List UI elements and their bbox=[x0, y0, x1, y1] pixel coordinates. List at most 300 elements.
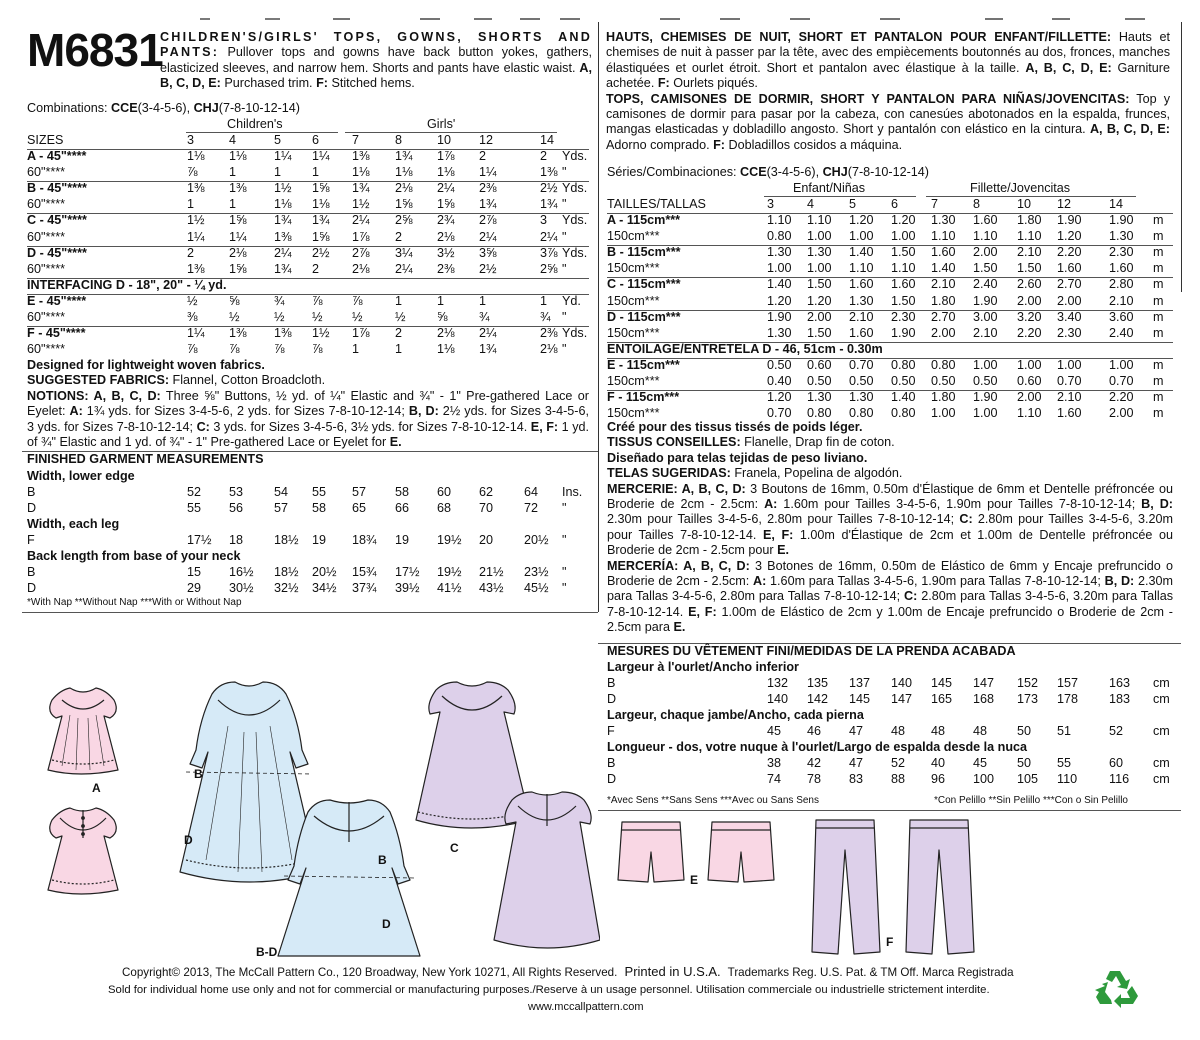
telas-label: TELAS SUGERIDAS: bbox=[607, 466, 731, 481]
table-cell: 1⅜ bbox=[274, 229, 292, 244]
table-cell: 1⅜ bbox=[274, 326, 292, 341]
table-cell: 1.40 bbox=[767, 277, 792, 292]
measurement-cell: 137 bbox=[849, 676, 871, 690]
table-cell: 1.40 bbox=[849, 245, 874, 260]
table-row bbox=[27, 278, 589, 294]
row-label: 60"**** bbox=[27, 261, 66, 276]
notions-view-a: A: bbox=[69, 404, 83, 419]
table-cell: 0.50 bbox=[807, 374, 832, 388]
measurement-cell: 62 bbox=[479, 485, 494, 499]
table-cell: 2⅛ bbox=[540, 342, 558, 357]
table-cell: 1.30 bbox=[931, 213, 956, 227]
table-cell: 0.80 bbox=[891, 406, 916, 421]
table-row bbox=[607, 294, 1173, 310]
measurement-cell: 45½ bbox=[524, 581, 549, 595]
merceria-label: MERCERÍA: A, B, C, D: bbox=[607, 558, 750, 573]
mercerie-view-c: C: bbox=[959, 512, 973, 527]
series-label: Séries/Combinaciones: bbox=[607, 165, 740, 179]
table-cell: 3.60 bbox=[1109, 309, 1134, 324]
view-e-back-illustration bbox=[708, 822, 774, 882]
combinations-label: Combinations: bbox=[27, 101, 111, 115]
measurement-cell: 105 bbox=[1017, 772, 1039, 786]
table-row bbox=[607, 406, 1173, 422]
unit-cell: " bbox=[562, 165, 567, 180]
merceria-view-a: A: bbox=[753, 574, 767, 589]
size-header-cell: 10 bbox=[437, 133, 452, 147]
copyright-line bbox=[122, 964, 1014, 979]
tissus-label: TISSUS CONSEILLES: bbox=[607, 435, 741, 450]
table-cell: 2.30 bbox=[1109, 245, 1134, 260]
table-cell: 1⅛ bbox=[229, 149, 247, 163]
row-label: A - 45"**** bbox=[27, 149, 87, 163]
size-header-cell: 3 bbox=[767, 197, 775, 211]
measurement-cell: 66 bbox=[395, 501, 410, 515]
mercerie-view-e: E. bbox=[777, 543, 789, 558]
table-cell: 1.30 bbox=[849, 293, 874, 308]
table-cell: 2.60 bbox=[1017, 277, 1042, 292]
measurement-row bbox=[27, 565, 589, 581]
measurement-cell: 145 bbox=[849, 692, 871, 706]
table-cell: 2.30 bbox=[1057, 325, 1082, 340]
table-cell: 1⅜ bbox=[352, 149, 370, 163]
table-cell: 1⅞ bbox=[437, 149, 455, 163]
notions-label: NOTIONS: A, B, C, D: bbox=[27, 388, 161, 403]
table-cell: 2¼ bbox=[352, 213, 370, 228]
table-cell: 0.50 bbox=[767, 357, 792, 372]
unit-cell: m bbox=[1153, 374, 1164, 388]
left-bottom-rule bbox=[22, 612, 598, 613]
measurement-row bbox=[27, 501, 589, 517]
measurement-cell: 42 bbox=[807, 756, 822, 770]
measurement-cell: 157 bbox=[1057, 676, 1079, 690]
label-view-bd: B-D bbox=[256, 945, 278, 959]
row-label: 150cm*** bbox=[607, 261, 660, 276]
size-header-cell: 7 bbox=[352, 133, 360, 147]
suggested-fabrics bbox=[27, 373, 589, 388]
measurement-cell: 15¾ bbox=[352, 565, 377, 579]
table-cell: 1.00 bbox=[931, 406, 956, 421]
row-label: 150cm*** bbox=[607, 229, 660, 244]
view-a-back-illustration bbox=[48, 808, 118, 894]
unit-cell: " bbox=[562, 229, 567, 244]
table-cell: 1 bbox=[312, 165, 320, 180]
row-label: D bbox=[607, 772, 617, 786]
table-cell: ⅝ bbox=[437, 310, 448, 324]
measurement-cell: 70 bbox=[479, 501, 494, 515]
table-cell: 1.60 bbox=[973, 213, 998, 227]
table-cell: 1.60 bbox=[1057, 261, 1082, 276]
row-label: INTERFACING D - 18", 20" - ¼ yd. bbox=[27, 277, 227, 292]
measurement-row bbox=[607, 724, 1173, 740]
measurement-row bbox=[607, 692, 1173, 708]
table-cell: 2⅜ bbox=[437, 261, 455, 276]
merceria-view-ef: E, F: bbox=[688, 604, 717, 619]
table-cell: 1⅞ bbox=[352, 229, 370, 244]
trademarks-text: Trademarks Reg. U.S. Pat. & TM Off. Marca Registrada bbox=[727, 966, 1014, 979]
table-row bbox=[27, 165, 589, 181]
table-row bbox=[27, 181, 589, 197]
row-label: C - 115cm*** bbox=[607, 277, 681, 292]
table-cell: 1 bbox=[395, 342, 403, 357]
view-f-label-spanish: F: bbox=[713, 137, 725, 152]
sizes-header-row bbox=[607, 197, 1173, 213]
table-cell: 1⅝ bbox=[229, 213, 247, 228]
garment-illustrations-tops-gowns bbox=[0, 660, 600, 960]
garment-illustrations-shorts-pants bbox=[600, 810, 980, 960]
combinations-line bbox=[27, 101, 300, 116]
printed-in-usa: Printed in U.S.A. bbox=[624, 964, 721, 979]
row-label: 150cm*** bbox=[607, 293, 660, 308]
mercerie-label: MERCERIE: A, B, C, D: bbox=[607, 481, 746, 496]
table-cell: ½ bbox=[187, 293, 198, 308]
view-e-front-illustration bbox=[618, 822, 684, 882]
table-cell: 2 bbox=[479, 149, 487, 163]
table-cell: 2½ bbox=[312, 245, 330, 260]
table-cell: 1.00 bbox=[1109, 357, 1134, 372]
unit-cell: m bbox=[1153, 406, 1164, 421]
notions-text-4: 3 yds. for Sizes 3-4-5-6, 3½ yds. for Sizes 7-8-10-12-14. bbox=[209, 419, 531, 434]
table-cell: 1⅝ bbox=[312, 181, 330, 196]
combination-chj-sizes: (7-8-10-12-14) bbox=[218, 101, 300, 115]
table-cell: 1⅛ bbox=[395, 165, 413, 180]
table-cell: 1.00 bbox=[1057, 357, 1082, 372]
table-cell: 1 bbox=[437, 293, 445, 308]
table-cell: 3.00 bbox=[973, 309, 998, 324]
unit-cell: cm bbox=[1153, 676, 1170, 690]
table-cell: ½ bbox=[229, 310, 240, 324]
website-link[interactable]: www.mccallpattern.com bbox=[528, 1001, 644, 1013]
section-title: Largeur à l'ourlet/Ancho inferior bbox=[607, 660, 799, 674]
merceria-view-c: C: bbox=[904, 589, 918, 604]
table-cell: 2⅜ bbox=[540, 326, 558, 341]
table-cell: 2⅛ bbox=[437, 229, 455, 244]
size-header-cell: 12 bbox=[479, 133, 494, 147]
unit-cell: m bbox=[1153, 309, 1164, 324]
table-cell: ¾ bbox=[540, 310, 551, 324]
merceria-text-2: 1.60m para Tallas 3-4-5-6, 1.90m para Tallas 7-8-10-12-14; bbox=[766, 574, 1105, 589]
measurement-row bbox=[607, 756, 1173, 772]
table-cell: 1.20 bbox=[1057, 229, 1082, 244]
series-cce-sizes: (3-4-5-6), bbox=[766, 165, 823, 179]
table-cell: 1.10 bbox=[1017, 229, 1042, 244]
table-cell: 2.00 bbox=[1017, 293, 1042, 308]
copyright-text: Copyright© 2013, The McCall Pattern Co., 120 Broadway, New York 10271, All Rights Reserved. bbox=[122, 966, 618, 979]
row-label: 150cm*** bbox=[607, 406, 660, 421]
table-cell: 1½ bbox=[187, 213, 205, 228]
description-text: Pullover tops and gowns have back button yokes, gathers, elasticized sleeves, and narrow hem. Shorts and pants have elastic waist. bbox=[160, 45, 592, 75]
table-cell: 0.80 bbox=[807, 406, 832, 421]
measurement-cell: 55 bbox=[312, 485, 327, 499]
unit-cell: cm bbox=[1153, 724, 1170, 738]
measurement-cell: 19 bbox=[395, 533, 410, 547]
table-cell: 2.80 bbox=[1109, 277, 1134, 292]
measurement-row bbox=[607, 772, 1173, 788]
merceria-text-4: 2.80m para Tallas 3-4-5-6, 3.20m para Tallas 7-8-10-12-14. bbox=[607, 589, 1173, 619]
unit-cell: m bbox=[1153, 277, 1164, 292]
notes-french-spanish bbox=[607, 420, 1173, 636]
mercerie bbox=[607, 482, 1173, 559]
table-cell: 1.50 bbox=[807, 325, 832, 340]
table-cell: 0.50 bbox=[973, 374, 998, 388]
label-view-f: F bbox=[886, 935, 894, 949]
size-header-cell: 8 bbox=[395, 133, 403, 147]
table-cell: 1⅜ bbox=[229, 326, 247, 341]
table-cell: 0.50 bbox=[849, 374, 874, 388]
size-header-cell: 4 bbox=[229, 133, 237, 147]
measurement-cell: 17½ bbox=[395, 565, 420, 579]
table-cell: 3⅝ bbox=[479, 245, 497, 260]
label-view-b-top: B bbox=[194, 767, 203, 781]
row-label: 60"**** bbox=[27, 342, 66, 357]
table-cell: 1½ bbox=[274, 181, 292, 196]
table-cell: 1 bbox=[229, 165, 237, 180]
table-cell: 1 bbox=[229, 197, 237, 212]
telas-sugeridas bbox=[607, 466, 1173, 481]
measurement-cell: 34½ bbox=[312, 581, 337, 595]
view-f-label: F: bbox=[316, 76, 328, 91]
unit-cell: " bbox=[562, 581, 567, 595]
table-cell: 0.80 bbox=[767, 229, 792, 244]
table-cell: 1.20 bbox=[849, 213, 874, 227]
unit-cell: Ins. bbox=[562, 485, 583, 499]
table-cell: 3.20 bbox=[1017, 309, 1042, 324]
table-cell: 2.10 bbox=[931, 277, 956, 292]
table-cell: 1.30 bbox=[1109, 229, 1134, 244]
row-label: B - 115cm*** bbox=[607, 245, 681, 260]
measurement-cell: 52 bbox=[1109, 724, 1124, 738]
table-row bbox=[607, 310, 1173, 326]
table-cell: 1.30 bbox=[767, 245, 792, 260]
unit-cell: m bbox=[1153, 261, 1164, 276]
mercerie-text-2: 1.60m pour Tailles 3-4-5-6, 1.90m pour Tailles 7-8-10-12-14; bbox=[777, 497, 1142, 512]
row-label: F bbox=[27, 533, 35, 547]
table-cell: 1⅝ bbox=[437, 197, 455, 212]
title-english: CHILDREN'S/GIRLS' TOPS, GOWNS, SHORTS AND PANTS: bbox=[160, 30, 592, 60]
row-label: F - 45"**** bbox=[27, 326, 86, 341]
right-edge-divider bbox=[1181, 22, 1182, 292]
table-cell: 2.00 bbox=[1109, 406, 1134, 421]
size-header-cell: 14 bbox=[1109, 197, 1124, 211]
label-view-d-bottom: D bbox=[382, 917, 391, 931]
table-cell: 1.10 bbox=[973, 229, 998, 244]
mercerie-view-bd: B, D: bbox=[1141, 497, 1173, 512]
table-cell: 1 bbox=[540, 293, 548, 308]
size-header-cell: 5 bbox=[274, 133, 282, 147]
table-cell: 1.20 bbox=[891, 213, 916, 227]
table-row bbox=[27, 149, 589, 165]
table-cell: ⅞ bbox=[274, 342, 285, 357]
measurement-cell: 147 bbox=[891, 692, 913, 706]
row-label: C - 45"**** bbox=[27, 213, 87, 228]
measurement-cell: 18¾ bbox=[352, 533, 377, 547]
table-cell: 2⅞ bbox=[352, 245, 370, 260]
measurement-cell: 100 bbox=[973, 772, 995, 786]
table-cell: 2.70 bbox=[1057, 277, 1082, 292]
measurement-row bbox=[27, 533, 589, 549]
table-cell: 1.00 bbox=[1017, 357, 1042, 372]
table-cell: 1¼ bbox=[274, 149, 292, 163]
table-cell: 0.70 bbox=[1057, 374, 1082, 388]
merceria-text-1: 3 Botones de 16mm, 0.50m de Elástico de 6mm y Encaje prefruncido o Broderie de 2cm - 2.5cm: bbox=[607, 558, 1173, 589]
table-cell: 2.00 bbox=[1057, 293, 1082, 308]
footnote-spanish: *Con Pelillo **Sin Pelillo ***Con o Sin Pelillo bbox=[934, 795, 1128, 806]
table-row bbox=[607, 374, 1173, 390]
table-cell: 1⅛ bbox=[187, 149, 205, 163]
series-chj: CHJ bbox=[822, 165, 848, 179]
table-cell: 1.90 bbox=[973, 293, 998, 308]
table-cell: 1.30 bbox=[807, 390, 832, 405]
mercerie-text-5: 1.00m d'Élastique de 2cm et 1.00m de Dentelle préfroncée ou Broderie de 2cm - 2.5cm pour bbox=[607, 527, 1173, 558]
table-cell: 1.00 bbox=[807, 229, 832, 244]
measurement-cell: 96 bbox=[931, 772, 946, 786]
row-label: D - 115cm*** bbox=[607, 309, 681, 324]
table-cell: 2.10 bbox=[1017, 245, 1042, 260]
unit-cell: cm bbox=[1153, 756, 1170, 770]
merceria bbox=[607, 559, 1173, 636]
unit-cell: m bbox=[1153, 293, 1164, 308]
measurement-cell: 20 bbox=[479, 533, 494, 547]
description-text-french: Hauts et chemises de nuit à passer par la tête, avec des empiècements boutonnés au dos, fronces, manches élastiquées et ourlet étroit. Short et pantalon avec élastique à la taille. bbox=[606, 30, 1170, 75]
table-cell: 1.80 bbox=[1017, 213, 1042, 227]
table-cell: 0.60 bbox=[1017, 374, 1042, 388]
measurement-row bbox=[27, 485, 589, 501]
table-cell: ⅞ bbox=[229, 342, 240, 357]
measurement-cell: 72 bbox=[524, 501, 539, 515]
measurement-cell: 46 bbox=[807, 724, 822, 738]
table-cell: 2.40 bbox=[973, 277, 998, 292]
table-row bbox=[607, 245, 1173, 261]
row-label: D bbox=[607, 692, 617, 706]
unit-cell: Yds. bbox=[562, 326, 588, 341]
trim-text-spanish: Adorno comprado. bbox=[606, 137, 714, 152]
table-row bbox=[607, 213, 1173, 229]
unit-cell: " bbox=[562, 197, 567, 212]
table-cell: 2.00 bbox=[807, 309, 832, 324]
table-cell: 1.50 bbox=[1017, 261, 1042, 276]
table-cell: 2⅛ bbox=[229, 245, 247, 260]
sold-for-home-use: Sold for individual home use only and not for commercial or manufacturing purposes./Reserve à un usage personnel. Utilisation commerciale ou industrielle strictement interdite. bbox=[108, 984, 990, 996]
row-label: B bbox=[607, 756, 616, 770]
measurement-cell: 38 bbox=[767, 756, 782, 770]
table-cell: 1.60 bbox=[849, 277, 874, 292]
unit-cell: m bbox=[1153, 245, 1164, 260]
table-cell: 3.40 bbox=[1057, 309, 1082, 324]
size-header-cell: 7 bbox=[931, 197, 939, 211]
pattern-number: M6831 bbox=[27, 24, 163, 76]
finished-title-english: FINISHED GARMENT MEASUREMENTS bbox=[27, 452, 264, 466]
measurement-cell: 60 bbox=[437, 485, 452, 499]
table-row bbox=[27, 213, 589, 229]
table-cell: 2 bbox=[187, 245, 195, 260]
table-cell: 1.00 bbox=[807, 261, 832, 276]
measurement-cell: 19½ bbox=[437, 533, 462, 547]
title-french: HAUTS, CHEMISES DE NUIT, SHORT ET PANTALON POUR ENFANT/FILLETTE: bbox=[606, 30, 1112, 44]
row-label: B bbox=[607, 676, 616, 690]
table-cell: ½ bbox=[352, 310, 363, 324]
table-cell: 1.10 bbox=[767, 213, 792, 227]
row-label: A - 115cm*** bbox=[607, 213, 681, 227]
table-cell: 1.60 bbox=[1057, 406, 1082, 421]
table-cell: 1.30 bbox=[807, 245, 832, 260]
measurement-cell: 135 bbox=[807, 676, 829, 690]
table-cell: 1.90 bbox=[1109, 213, 1134, 227]
table-cell: 0.70 bbox=[1109, 374, 1134, 388]
unit-cell: m bbox=[1153, 229, 1164, 244]
series-chj-sizes: (7-8-10-12-14) bbox=[847, 165, 929, 179]
table-cell: 2.10 bbox=[1057, 390, 1082, 405]
table-cell: 3 bbox=[540, 213, 548, 228]
view-f-label-french: F: bbox=[657, 76, 670, 91]
table-cell: 0.80 bbox=[849, 406, 874, 421]
sizes-header-row bbox=[27, 133, 589, 149]
table-cell: 1⅜ bbox=[540, 165, 558, 180]
table-row bbox=[607, 261, 1173, 277]
table-cell: 2.10 bbox=[849, 309, 874, 324]
table-cell: 1¾ bbox=[540, 197, 558, 212]
description-english bbox=[160, 30, 592, 92]
table-cell: 1¾ bbox=[274, 213, 292, 228]
table-cell: 1½ bbox=[352, 197, 370, 212]
table-cell: 2½ bbox=[479, 261, 497, 276]
group-fillette: Fillette/Jovencitas bbox=[970, 181, 1071, 195]
measurement-cell: 45 bbox=[973, 756, 988, 770]
table-cell: 1⅜ bbox=[229, 181, 247, 196]
measurement-cell: 140 bbox=[891, 676, 913, 690]
notions-view-e: E. bbox=[389, 435, 402, 450]
table-cell: 1⅛ bbox=[437, 342, 455, 357]
table-cell: 2.30 bbox=[891, 309, 916, 324]
section-title: Width, each leg bbox=[27, 517, 120, 531]
table-cell: 1¾ bbox=[352, 181, 370, 196]
table-cell: 1⅝ bbox=[395, 197, 413, 212]
table-cell: 2⅛ bbox=[437, 326, 455, 341]
table-cell: 2.20 bbox=[1057, 245, 1082, 260]
measurement-row bbox=[27, 581, 589, 597]
table-cell: 1.20 bbox=[767, 293, 792, 308]
table-cell: 1¾ bbox=[479, 342, 497, 357]
measurement-cell: 18½ bbox=[274, 565, 299, 579]
table-cell: 1.40 bbox=[931, 261, 956, 276]
unit-cell: Yd. bbox=[562, 293, 581, 308]
measurement-cell: 20½ bbox=[524, 533, 549, 547]
table-row bbox=[27, 230, 589, 246]
table-cell: 2 bbox=[395, 326, 403, 341]
measurement-cell: 32½ bbox=[274, 581, 299, 595]
row-label: 150cm*** bbox=[607, 325, 660, 340]
table-cell: 2 bbox=[312, 261, 320, 276]
merceria-view-e: E. bbox=[673, 620, 686, 635]
measurement-cell: 18½ bbox=[274, 533, 299, 547]
group-enfant: Enfant/Niñas bbox=[793, 181, 866, 195]
mercerie-text-3: 2.30m pour Tailles 3-4-5-6, 2.80m pour Tailles 7-8-10-12-14; bbox=[607, 512, 960, 527]
mercerie-view-a: A: bbox=[764, 497, 778, 512]
measurement-cell: 19 bbox=[312, 533, 327, 547]
table-cell: 1.10 bbox=[849, 261, 874, 276]
table-row bbox=[607, 229, 1173, 245]
description-text-spanish: Top y camisones de dormir para pasar por la cabeza, con canesúes abotonados en la espalda, frunces, mangas elasticadas y dobladillo angosto. Short y pantalón con elástico en la cintura. bbox=[606, 91, 1170, 137]
table-cell: 1.50 bbox=[973, 261, 998, 276]
table-row bbox=[27, 342, 589, 358]
measurement-cell: 52 bbox=[187, 485, 202, 499]
unit-cell: " bbox=[562, 565, 567, 579]
table-cell: 1.10 bbox=[931, 229, 956, 244]
disenado-para: Diseñado para telas tejidas de peso liviano. bbox=[607, 450, 868, 465]
group-childrens: Children's bbox=[227, 117, 283, 131]
combination-cce: CCE bbox=[111, 101, 138, 115]
table-row bbox=[27, 310, 589, 326]
table-row bbox=[27, 262, 589, 278]
row-label: 60"**** bbox=[27, 165, 66, 180]
